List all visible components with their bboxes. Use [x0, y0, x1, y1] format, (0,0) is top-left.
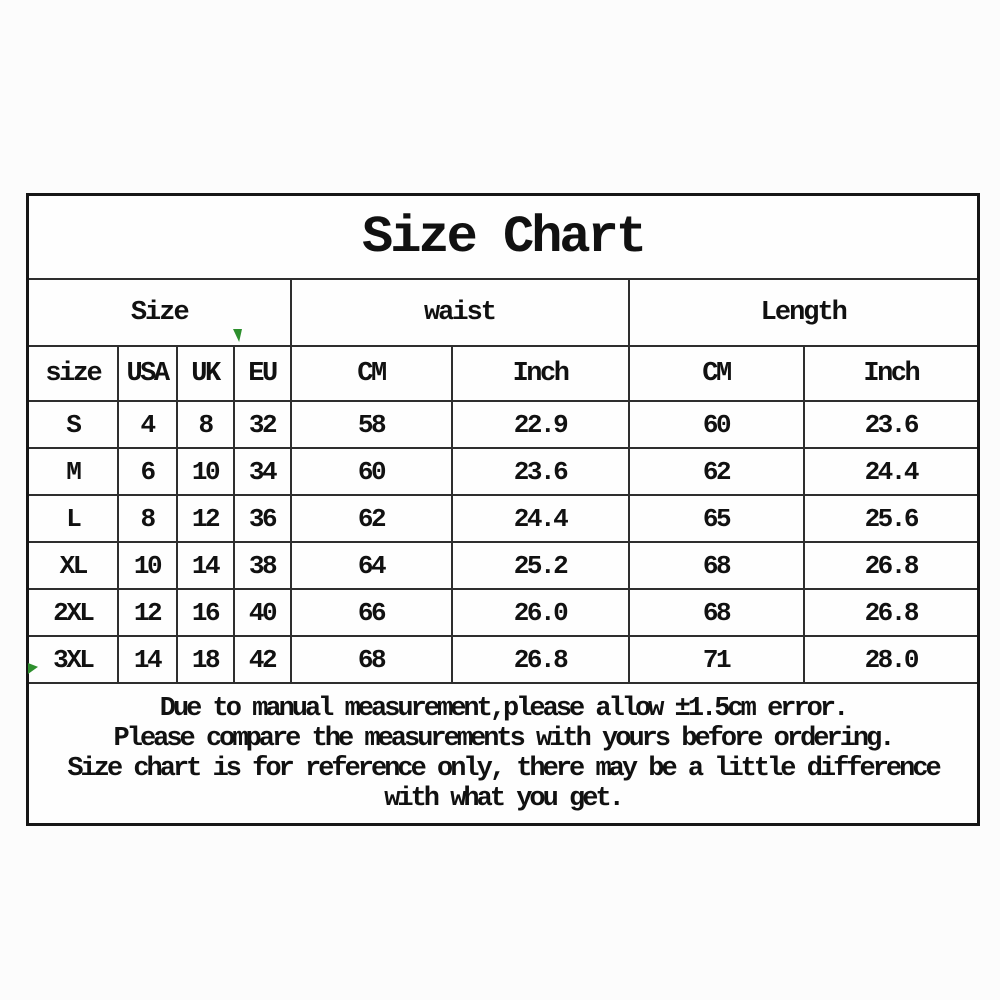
table-row-3xl — [28, 636, 979, 683]
table-cell: 10 — [177, 448, 234, 495]
table-cell: 68 — [291, 636, 452, 683]
table-cell: 4 — [118, 401, 177, 448]
table-cell: 16 — [177, 589, 234, 636]
table-cell: 12 — [177, 495, 234, 542]
row-label: XL — [28, 542, 118, 589]
table-cell: 38 — [234, 542, 291, 589]
group-header-length: Length — [629, 279, 979, 346]
table-cell: 8 — [118, 495, 177, 542]
table-row-xl — [28, 542, 979, 589]
title-row — [28, 195, 979, 280]
table-cell: 42 — [234, 636, 291, 683]
table-cell: 25.2 — [452, 542, 629, 589]
table-cell: 60 — [291, 448, 452, 495]
table-cell: 18 — [177, 636, 234, 683]
table-cell: 23.6 — [452, 448, 629, 495]
column-header-waist-cm: CM — [291, 346, 452, 401]
row-label: S — [28, 401, 118, 448]
row-label: 3XL — [28, 636, 118, 683]
notes-block — [28, 683, 979, 825]
table-cell: 62 — [291, 495, 452, 542]
column-header-eu: EU — [234, 346, 291, 401]
column-header-waist-inch: Inch — [452, 346, 629, 401]
table-cell: 28.0 — [804, 636, 979, 683]
table-row-s — [28, 401, 979, 448]
table-cell: 40 — [234, 589, 291, 636]
table-cell: 10 — [118, 542, 177, 589]
row-label: M — [28, 448, 118, 495]
table-row-l — [28, 495, 979, 542]
note-line-3: Size chart is for reference only, there may be a little difference — [67, 753, 939, 784]
table-cell: 23.6 — [804, 401, 979, 448]
table-cell: 14 — [177, 542, 234, 589]
size-chart-table — [26, 193, 980, 826]
notes-row — [28, 683, 979, 825]
column-header-size: size — [28, 346, 118, 401]
table-row-m — [28, 448, 979, 495]
column-header-row — [28, 346, 979, 401]
table-cell: 24.4 — [452, 495, 629, 542]
table-cell: 71 — [629, 636, 804, 683]
column-header-uk: UK — [177, 346, 234, 401]
group-header-row — [28, 279, 979, 346]
table-cell: 34 — [234, 448, 291, 495]
table-cell: 12 — [118, 589, 177, 636]
row-label: 2XL — [28, 589, 118, 636]
column-header-usa: USA — [118, 346, 177, 401]
table-cell: 24.4 — [804, 448, 979, 495]
table-cell: 60 — [629, 401, 804, 448]
table-row-2xl — [28, 589, 979, 636]
note-line-4: with what you get. — [384, 783, 622, 814]
table-cell: 65 — [629, 495, 804, 542]
table-cell: 26.8 — [452, 636, 629, 683]
column-header-length-cm: CM — [629, 346, 804, 401]
table-cell: 14 — [118, 636, 177, 683]
table-cell: 25.6 — [804, 495, 979, 542]
note-line-2: Please compare the measurements with yours before ordering. — [113, 723, 893, 754]
row-label: L — [28, 495, 118, 542]
table-cell: 26.8 — [804, 542, 979, 589]
table-cell: 26.0 — [452, 589, 629, 636]
column-header-length-inch: Inch — [804, 346, 979, 401]
note-line-1: Due to manual measurement,please allow ±1.5cm error. — [159, 693, 847, 724]
table-cell: 58 — [291, 401, 452, 448]
table-cell: 32 — [234, 401, 291, 448]
page-title: Size Chart — [28, 195, 979, 280]
table-cell: 8 — [177, 401, 234, 448]
table-cell: 66 — [291, 589, 452, 636]
table-cell: 36 — [234, 495, 291, 542]
table-cell: 68 — [629, 542, 804, 589]
group-header-size: Size — [28, 279, 291, 346]
table-cell: 68 — [629, 589, 804, 636]
group-header-waist: waist — [291, 279, 629, 346]
table-cell: 6 — [118, 448, 177, 495]
table-cell: 22.9 — [452, 401, 629, 448]
table-cell: 62 — [629, 448, 804, 495]
table-cell: 26.8 — [804, 589, 979, 636]
table-cell: 64 — [291, 542, 452, 589]
